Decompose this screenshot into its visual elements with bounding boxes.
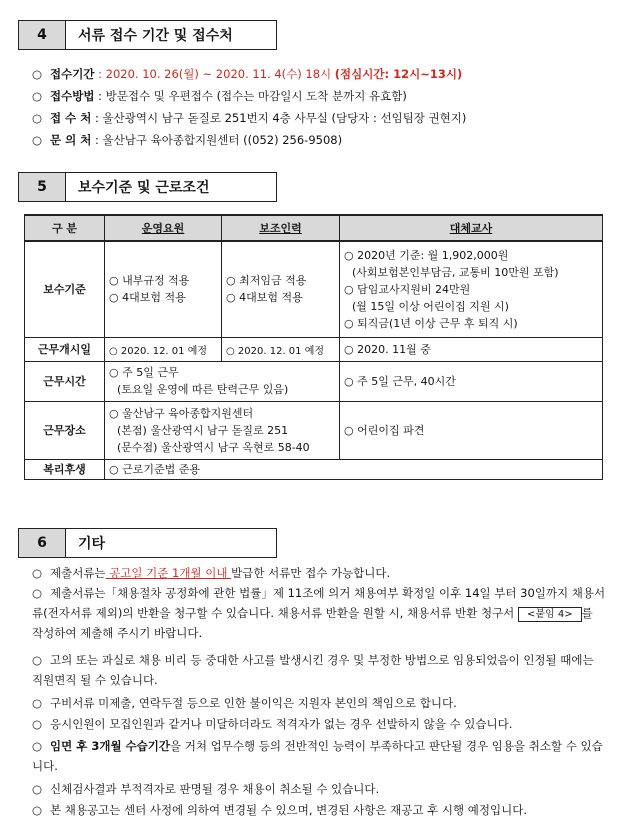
row-label: 근무개시일 xyxy=(25,337,105,361)
circle-bullet-icon: ○ xyxy=(32,782,43,796)
table-cell: ○ 주 5일 근무 (토요일 운영에 따른 탄력근무 있음) xyxy=(105,361,340,401)
table-cell: ○ 내부규정 적용 ○ 4대보험 적용 xyxy=(105,241,222,337)
header-staff: 운영요원 xyxy=(105,215,222,241)
circle-bullet-icon: ○ xyxy=(32,133,43,147)
section-title: 서류 접수 기간 및 접수처 xyxy=(66,20,277,50)
row-label: 보수기준 xyxy=(25,241,105,337)
item-label: 접수기간 xyxy=(50,67,95,81)
method-item: ○ 접수방법 : 방문접수 및 우편접수 (접수는 마감일시 도착 분까지 유효함) xyxy=(32,89,407,103)
table-cell: ○ 2020년 기준: 월 1,902,000원 (사회보험본인부담금, 교통비 10만원 포함) ○ 담임교사지원비 24만원 (월 15일 이상 어린이집 지원 시) ○ 퇴직금(1년 이상 근무 후 퇴직 시) xyxy=(340,241,603,337)
note-return: ○ 제출서류는「채용절차 공정화에 관한 법률」제 11조에 의거 채용여부 확정일 이후 14일 부터 30일까지 채용서류(전자서류 제외)의 반환을 청구할 수 있습니다. 채용서류 반환을 원할 시, 채용서류 반환 청구서 <붙임 4> 를 작성하여 제출해 주시기 바랍니다. xyxy=(32,583,606,643)
conditions-table xyxy=(24,214,603,480)
table-cell: ○ 울산남구 육아종합지원센터 (본점) 울산광역시 남구 돋질로 251 (문수점) 울산광역시 남구 옥현로 58-40 xyxy=(105,401,340,459)
period-item: ○ 접수기간 : 2020. 10. 26(월) ~ 2020. 11. 4(수) 18시 (점심시간: 12시~13시) xyxy=(32,67,463,81)
note-responsibility: ○ 구비서류 미제출, 연락두절 등으로 인한 불이익은 지원자 본인의 책임으로 합니다. xyxy=(32,693,606,713)
note-medical: ○ 신체검사결과 부적격자로 판명될 경우 채용이 취소될 수 있습니다. xyxy=(32,779,606,799)
circle-bullet-icon: ○ xyxy=(32,717,43,731)
circle-bullet-icon: ○ xyxy=(32,803,43,817)
section-number: 4 xyxy=(18,20,66,50)
period-value: 2020. 10. 26(월) ~ 2020. 11. 4(수) 18시 xyxy=(105,67,335,81)
section-title: 기타 xyxy=(66,528,277,558)
circle-bullet-icon: ○ xyxy=(32,89,43,103)
note-misconduct: ○ 고의 또는 과실로 채용 비리 등 중대한 사고를 발생시킨 경우 및 부정한 방법으로 임용되었음이 인정될 때에는 직원면직 될 수 있습니다. xyxy=(32,650,606,690)
note-probation: ○ 임면 후 3개월 수습기간을 거쳐 업무수행 등의 전반적인 능력이 부족하다고 판단될 경우 임용을 취소할 수 있습니다. xyxy=(32,736,606,776)
probation-highlight: 임면 후 3개월 수습기간 xyxy=(50,739,170,753)
table-row xyxy=(25,361,603,401)
circle-bullet-icon: ○ xyxy=(32,566,43,580)
circle-bullet-icon: ○ xyxy=(32,586,43,600)
table-cell: ○ 2020. 11월 중 xyxy=(340,337,603,361)
row-label: 복리후생 xyxy=(25,459,105,479)
circle-bullet-icon: ○ xyxy=(32,111,43,125)
item-label: 접수방법 xyxy=(50,89,95,103)
row-label: 근무장소 xyxy=(25,401,105,459)
item-value: 울산광역시 남구 돋질로 251번지 4층 사무실 (담당자 : 선임팀장 권현지) xyxy=(102,111,467,125)
section-4-header xyxy=(18,20,277,50)
circle-bullet-icon: ○ xyxy=(32,696,43,710)
item-value: 울산남구 육아종합지원센터 ((052) 256-9508) xyxy=(102,133,343,147)
deadline-highlight: 공고일 기준 1개월 이내 xyxy=(105,566,232,580)
header-assistant: 보조인력 xyxy=(222,215,340,241)
table-header-row xyxy=(25,215,603,241)
lunch-note: (점심시간: 12시~13시) xyxy=(334,67,463,81)
circle-bullet-icon: ○ xyxy=(32,67,43,81)
section-5-header xyxy=(18,172,277,202)
item-value: 방문접수 및 우편접수 (접수는 마감일시 도착 분까지 유효함) xyxy=(105,89,407,103)
place-item: ○ 접 수 처 : 울산광역시 남구 돋질로 251번지 4층 사무실 (담당자 : 선임팀장 권현지) xyxy=(32,111,467,125)
note-selection: ○ 응시인원이 모집인원과 같거나 미달하더라도 적격자가 없는 경우 선발하지 않을 수 있습니다. xyxy=(32,714,606,734)
section-number: 6 xyxy=(18,528,66,558)
table-cell: ○ 2020. 12. 01 예정 xyxy=(222,337,340,361)
header-category: 구 분 xyxy=(25,215,105,241)
table-row xyxy=(25,337,603,361)
table-cell: ○ 최저임금 적용 ○ 4대보험 적용 xyxy=(222,241,340,337)
circle-bullet-icon: ○ xyxy=(32,653,43,667)
table-row xyxy=(25,459,603,479)
row-label: 근무시간 xyxy=(25,361,105,401)
item-label: 접 수 처 xyxy=(50,111,92,125)
table-cell: ○ 2020. 12. 01 예정 xyxy=(105,337,222,361)
table-cell: ○ 주 5일 근무, 40시간 xyxy=(340,361,603,401)
section-title: 보수기준 및 근로조건 xyxy=(66,172,277,202)
table-row xyxy=(25,401,603,459)
table-cell: ○ 어린이집 파견 xyxy=(340,401,603,459)
item-label: 문 의 처 xyxy=(50,133,92,147)
circle-bullet-icon: ○ xyxy=(32,739,43,753)
section-6-header xyxy=(18,528,277,558)
table-cell: ○ 근로기준법 준용 xyxy=(105,459,603,479)
note-documents: ○ 제출서류는 공고일 기준 1개월 이내 발급한 서류만 접수 가능합니다. xyxy=(32,563,606,583)
table-row xyxy=(25,241,603,337)
section-number: 5 xyxy=(18,172,66,202)
header-substitute: 대체교사 xyxy=(340,215,603,241)
attachment-box: <붙임 4> xyxy=(518,607,582,622)
contact-item: ○ 문 의 처 : 울산남구 육아종합지원센터 ((052) 256-9508) xyxy=(32,133,343,147)
note-change: ○ 본 채용공고는 센터 사정에 의하여 변경될 수 있으며, 변경된 사항은 재공고 후 시행 예정입니다. xyxy=(32,800,606,820)
